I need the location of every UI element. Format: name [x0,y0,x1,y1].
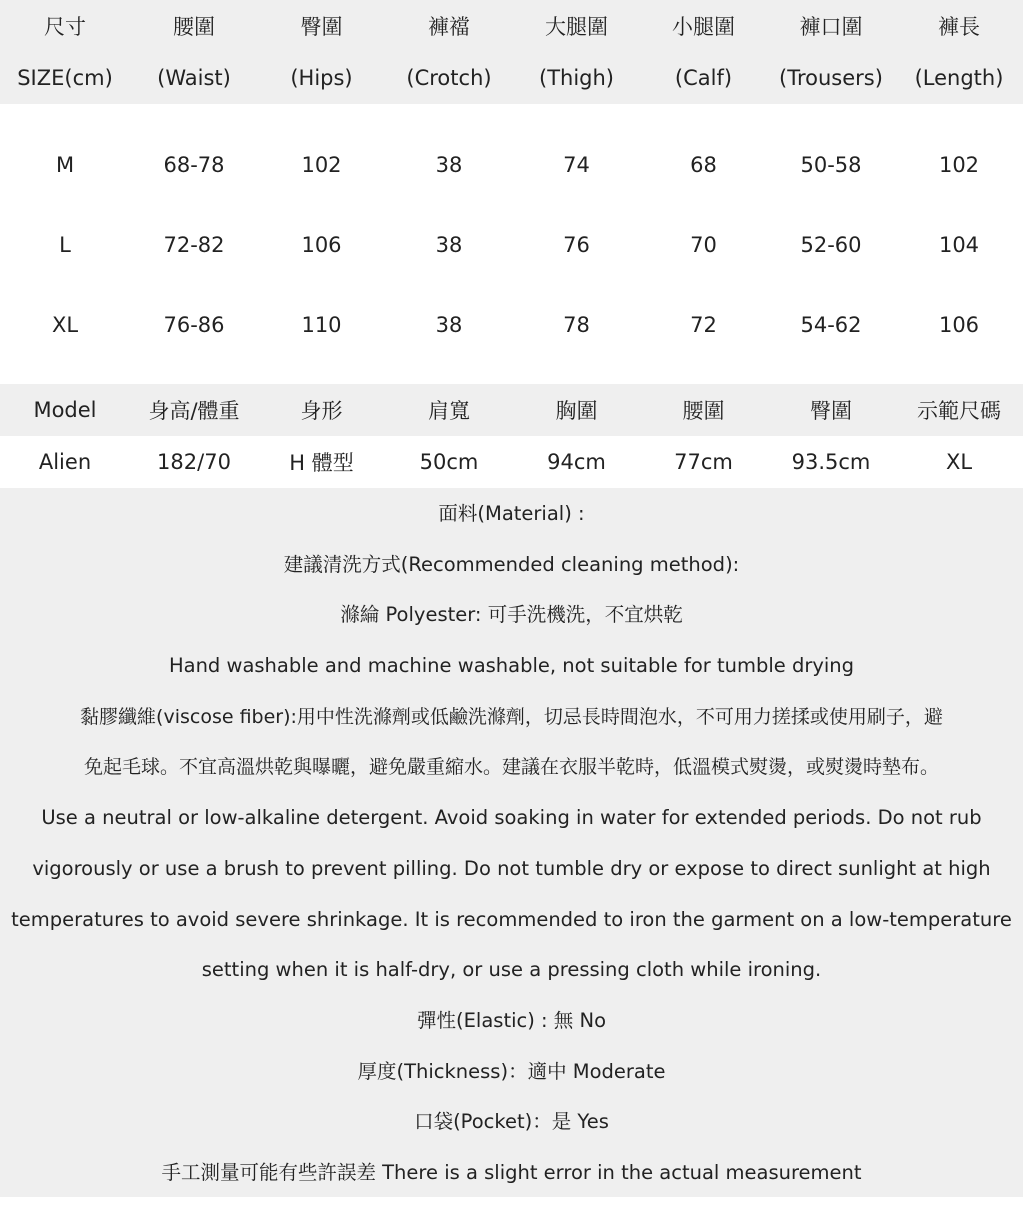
thickness-note: 厚度(Thickness)：適中 Moderate [357,1059,666,1083]
cell-hips: 106 [301,233,342,257]
cell-crotch: 38 [435,153,463,177]
cell-length: 106 [938,313,980,337]
model-cell-chest: 94cm [547,450,606,474]
size-table-header-en [0,52,1023,104]
header-cn-crotch: 褲襠 [428,15,470,39]
header-cn-length: 褲長 [938,15,980,39]
model-cell-body-shape: H 體型 [289,451,354,475]
cell-crotch: 38 [435,233,463,257]
cell-hips: 110 [301,313,342,337]
model-table-header [0,384,1023,436]
header-cn-hips: 臀圍 [300,15,343,39]
cell-hips: 102 [301,153,342,177]
model-cell-size-worn: XL [945,450,973,474]
viscose-note-en-line-3: temperatures to avoid severe shrinkage. It is recommended to iron the garment on a low-temperature [11,907,1012,931]
header-en-crotch: (Crotch) [406,66,492,90]
header-en-length: (Length) [914,66,1004,90]
material-heading: 面料(Material) : [438,502,585,525]
cell-calf: 72 [690,313,717,337]
model-header-height-weight: 身高/體重 [148,399,240,423]
viscose-note-en-line-2: vigorously or use a brush to prevent pilling. Do not tumble dry or expose to direct sunlight at high [32,856,991,880]
model-header-model: Model [33,398,97,422]
cell-crotch: 38 [435,313,463,337]
cell-thigh: 76 [563,233,590,257]
elastic-note: 彈性(Elastic) : 無 No [416,1008,607,1032]
model-header-chest: 胸圍 [555,399,598,423]
cell-size: M [55,153,75,177]
model-cell-height-weight: 182/70 [157,450,231,474]
header-en-trousers: (Trousers) [779,66,883,90]
header-en-thigh: (Thigh) [539,66,614,90]
model-header-waist: 腰圍 [682,399,725,423]
cell-trousers: 52-60 [800,233,862,257]
header-en-calf: (Calf) [674,66,733,90]
polyester-note: 滌綸 Polyester: 可手洗機洗，不宜烘乾 [340,603,683,627]
model-cell-waist: 77cm [674,450,733,474]
model-header-size-worn: 示範尺碼 [917,399,1001,423]
cell-calf: 68 [690,153,717,177]
model-header-shoulder: 肩寬 [428,399,470,423]
cell-size: XL [51,313,79,337]
cell-waist: 72-82 [163,233,225,257]
care-notes [0,488,1023,1197]
cleaning-heading: 建議清洗方式(Recommended cleaning method): [283,552,740,576]
viscose-note-en-line-1: Use a neutral or low-alkaline detergent. Avoid soaking in water for extended periods. Do not rub [41,806,982,830]
spacer [0,104,1023,125]
header-cn-size: 尺寸 [44,15,86,39]
cell-length: 102 [938,153,980,177]
viscose-note-line-1: 黏膠纖維(viscose fiber):用中性洗滌劑或低鹼洗滌劑，切忌長時間泡水，不可用力搓揉或使用刷子，避 [80,705,943,728]
cell-size: L [59,233,71,257]
header-cn-trousers: 褲口圍 [799,15,863,39]
viscose-note-en-line-4: setting when it is half-dry, or use a pressing cloth while ironing. [201,958,822,982]
cell-trousers: 50-58 [800,153,862,177]
measurement-disclaimer: 手工測量可能有些許誤差 There is a slight error in the actual measurement [161,1160,862,1184]
cell-length: 104 [938,233,980,257]
pocket-note: 口袋(Pocket)：是 Yes [414,1110,609,1134]
spacer [0,365,1023,384]
header-en-hips: (Hips) [290,66,353,90]
cell-waist: 76-86 [163,313,225,337]
cell-trousers: 54-62 [800,313,862,337]
model-cell-hips: 93.5cm [791,450,871,474]
cell-waist: 68-78 [163,153,225,177]
header-en-waist: (Waist) [157,66,231,90]
header-cn-waist: 腰圍 [173,15,215,39]
table-row [0,285,1023,365]
model-table-row [0,436,1023,488]
table-row [0,205,1023,285]
cell-thigh: 78 [563,313,590,337]
table-row [0,125,1023,205]
polyester-note-en: Hand washable and machine washable, not suitable for tumble drying [168,654,855,678]
header-cn-thigh: 大腿圍 [545,15,608,39]
header-en-size: SIZE(cm) [17,66,113,90]
model-cell-name: Alien [38,450,92,474]
cell-calf: 70 [690,233,717,257]
model-header-body-shape: 身形 [300,399,343,423]
header-cn-calf: 小腿圍 [672,15,735,39]
model-cell-shoulder: 50cm [419,450,479,474]
cell-thigh: 74 [563,153,590,177]
viscose-note-line-2: 免起毛球。不宜高溫烘乾與曝曬，避免嚴重縮水。建議在衣服半乾時，低溫模式熨燙，或熨燙時墊布。 [83,756,939,779]
model-header-hips: 臀圍 [810,399,852,423]
size-table-header-cn [0,0,1023,52]
